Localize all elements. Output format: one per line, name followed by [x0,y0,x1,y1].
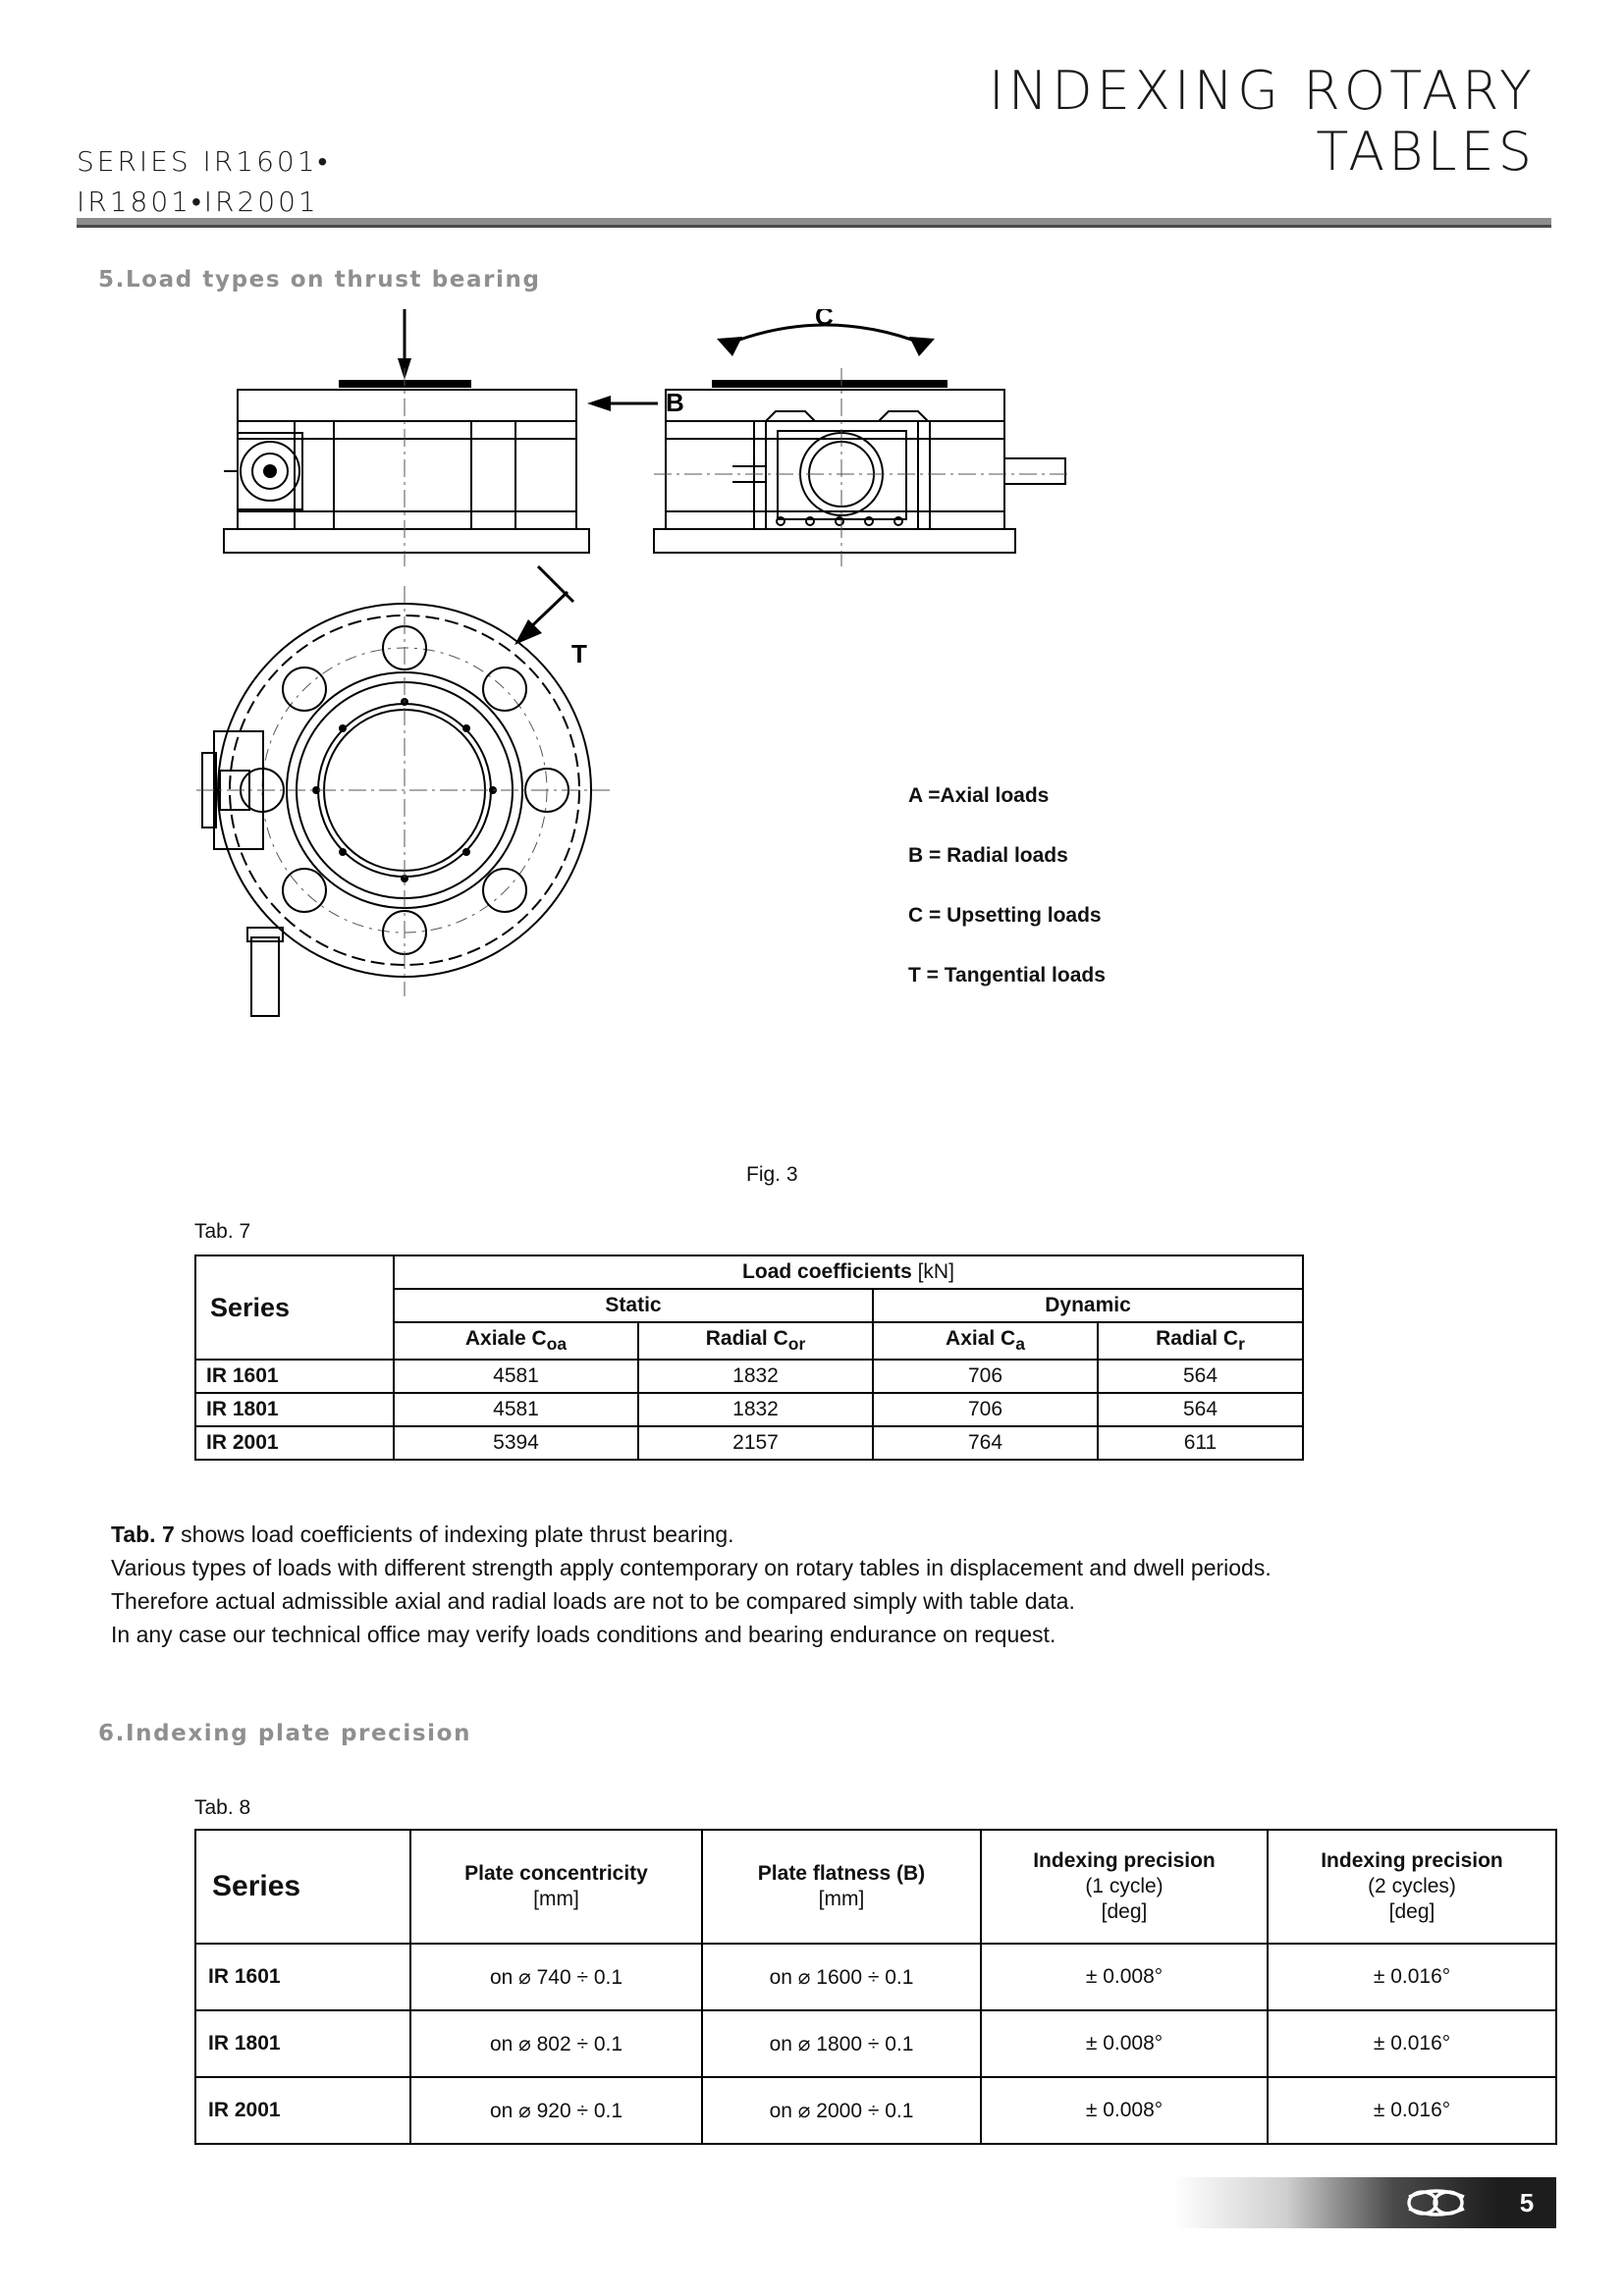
page-header [0,0,1624,231]
document-title-line1: INDEXING ROTARY [988,60,1536,122]
series-subtitle [77,142,705,222]
table-8-col-concentricity [410,1830,702,1944]
table-row [195,1944,1556,2010]
table-row [195,1426,1303,1460]
table-7-load-coefficients [194,1255,1304,1461]
section-heading-load-types: 5.Load types on thrust bearing [98,267,541,293]
table-8-col-flatness [702,1830,981,1944]
table-7-subgroup-static: Static [394,1289,873,1322]
table-row [195,1360,1303,1393]
series-subtitle-line1: SERIES IR1601• [77,145,331,178]
col-sub: a [1015,1334,1025,1355]
table-8-cell: ± 0.016° [1268,2010,1556,2077]
col-line3: [deg] [1101,1900,1148,1924]
svg-text:T: T [571,639,587,668]
legend-item-b: B = Radial loads [908,844,1068,867]
col-line3: [deg] [1388,1900,1435,1924]
paragraph-3: Therefore actual admissible axial and radial loads are not to be compared simply with table data. [111,1588,1075,1614]
table-row [195,1393,1303,1426]
table-8-cell: on ⌀ 1800 ÷ 0.1 [702,2010,981,2077]
table-7-cell: 564 [1098,1360,1303,1393]
table-7-cell: 1832 [638,1393,873,1426]
document-title [750,61,1536,183]
series-subtitle-line2: IR1801•IR2001 [77,185,319,218]
page-footer [1173,2177,1556,2228]
table-7-label: Tab. 7 [194,1220,251,1243]
col-label: Radial C [1156,1327,1239,1350]
svg-text:C: C [815,309,834,331]
table-8-cell: ± 0.008° [981,2077,1268,2144]
table-row [195,2077,1556,2144]
table-8-row-series: IR 1801 [195,2010,410,2077]
table-7-series-header: Series [195,1255,394,1360]
table-row [195,2010,1556,2077]
table-8-cell: ± 0.008° [981,1944,1268,2010]
table-7-cell: 706 [873,1393,1098,1426]
paragraph-2: Various types of loads with different strength apply contemporary on rotary tables in displacement and dwell periods. [111,1555,1272,1580]
legend-item-a: A =Axial loads [908,784,1050,807]
paragraph-4: In any case our technical office may verify loads conditions and bearing endurance on request. [111,1622,1056,1647]
figure-legend [908,766,1106,1005]
table-row [195,1830,1556,1944]
table-8-col-precision-1 [981,1830,1268,1944]
legend-item-c: C = Upsetting loads [908,904,1102,927]
table-7-row-series: IR 2001 [195,1426,394,1460]
table-row [195,1255,1303,1289]
col-line2: (2 cycles) [1368,1874,1456,1897]
header-divider [77,218,1551,225]
paragraph-1-bold: Tab. 7 [111,1522,175,1547]
table-7-cell: 611 [1098,1426,1303,1460]
table-8-cell: on ⌀ 802 ÷ 0.1 [410,2010,702,2077]
paragraph-1 [111,1518,1544,1551]
col-line2: [mm] [818,1888,865,1910]
table-8-cell: ± 0.008° [981,2010,1268,2077]
figure-3-drawing [177,309,1453,1173]
table-7-cell: 764 [873,1426,1098,1460]
col-sub: or [787,1334,806,1355]
col-line2: [mm] [533,1888,579,1910]
paragraph-1-rest: shows load coefficients of indexing plate thrust bearing. [174,1522,734,1547]
table-7-row-series: IR 1801 [195,1393,394,1426]
table-8-cell: on ⌀ 920 ÷ 0.1 [410,2077,702,2144]
svg-text:B: B [666,388,684,417]
table-7-cell: 4581 [394,1393,638,1426]
table-7-group-unit: [kN] [917,1260,954,1283]
table-8-cell: on ⌀ 1600 ÷ 0.1 [702,1944,981,2010]
table-7-cell: 5394 [394,1426,638,1460]
legend-item-t: T = Tangential loads [908,964,1106,987]
figure-caption: Fig. 3 [746,1163,798,1186]
col-line1: Plate concentricity [464,1861,648,1885]
table-8-cell: on ⌀ 2000 ÷ 0.1 [702,2077,981,2144]
table-7-col-dyn-radial [1098,1322,1303,1360]
document-title-line2: TABLES [1316,121,1536,184]
table-7-subgroup-dynamic: Dynamic [873,1289,1303,1322]
table-8-series-header: Series [195,1830,410,1944]
table-8-indexing-plate-precision [194,1829,1557,2145]
table-7-cell: 1832 [638,1360,873,1393]
table-7-group-title: Load coefficients [742,1260,912,1283]
table-7-row-series: IR 1601 [195,1360,394,1393]
table-7-col-dyn-axial [873,1322,1098,1360]
col-line1: Plate flatness (B) [757,1861,926,1885]
table-8-row-series: IR 2001 [195,2077,410,2144]
table-7-cell: 706 [873,1360,1098,1393]
table-7-col-static-axial [394,1322,638,1360]
table-8-row-series: IR 1601 [195,1944,410,2010]
header-divider-dark [77,225,1551,228]
company-logo-icon [1397,2183,1476,2222]
table-8-cell: on ⌀ 740 ÷ 0.1 [410,1944,702,2010]
page-number: 5 [1497,2177,1556,2228]
table-7-cell: 4581 [394,1360,638,1393]
table-7-group-header [394,1255,1303,1289]
section-heading-plate-precision: 6.Indexing plate precision [98,1721,472,1746]
table-7-col-static-radial [638,1322,873,1360]
table-8-col-precision-2 [1268,1830,1556,1944]
col-sub: r [1238,1334,1245,1355]
table-8-cell: ± 0.016° [1268,2077,1556,2144]
body-paragraphs [111,1518,1544,1651]
col-label: Axiale C [464,1327,547,1350]
table-8-cell: ± 0.016° [1268,1944,1556,2010]
col-line1: Indexing precision [1033,1848,1216,1872]
table-7-cell: 564 [1098,1393,1303,1426]
col-label: Radial C [705,1327,788,1350]
table-8-label: Tab. 8 [194,1796,251,1819]
col-sub: oa [546,1334,568,1355]
figure-3 [177,309,1453,1173]
col-line1: Indexing precision [1321,1848,1503,1872]
col-line2: (1 cycle) [1085,1874,1164,1897]
col-label: Axial C [946,1327,1016,1350]
table-7-cell: 2157 [638,1426,873,1460]
